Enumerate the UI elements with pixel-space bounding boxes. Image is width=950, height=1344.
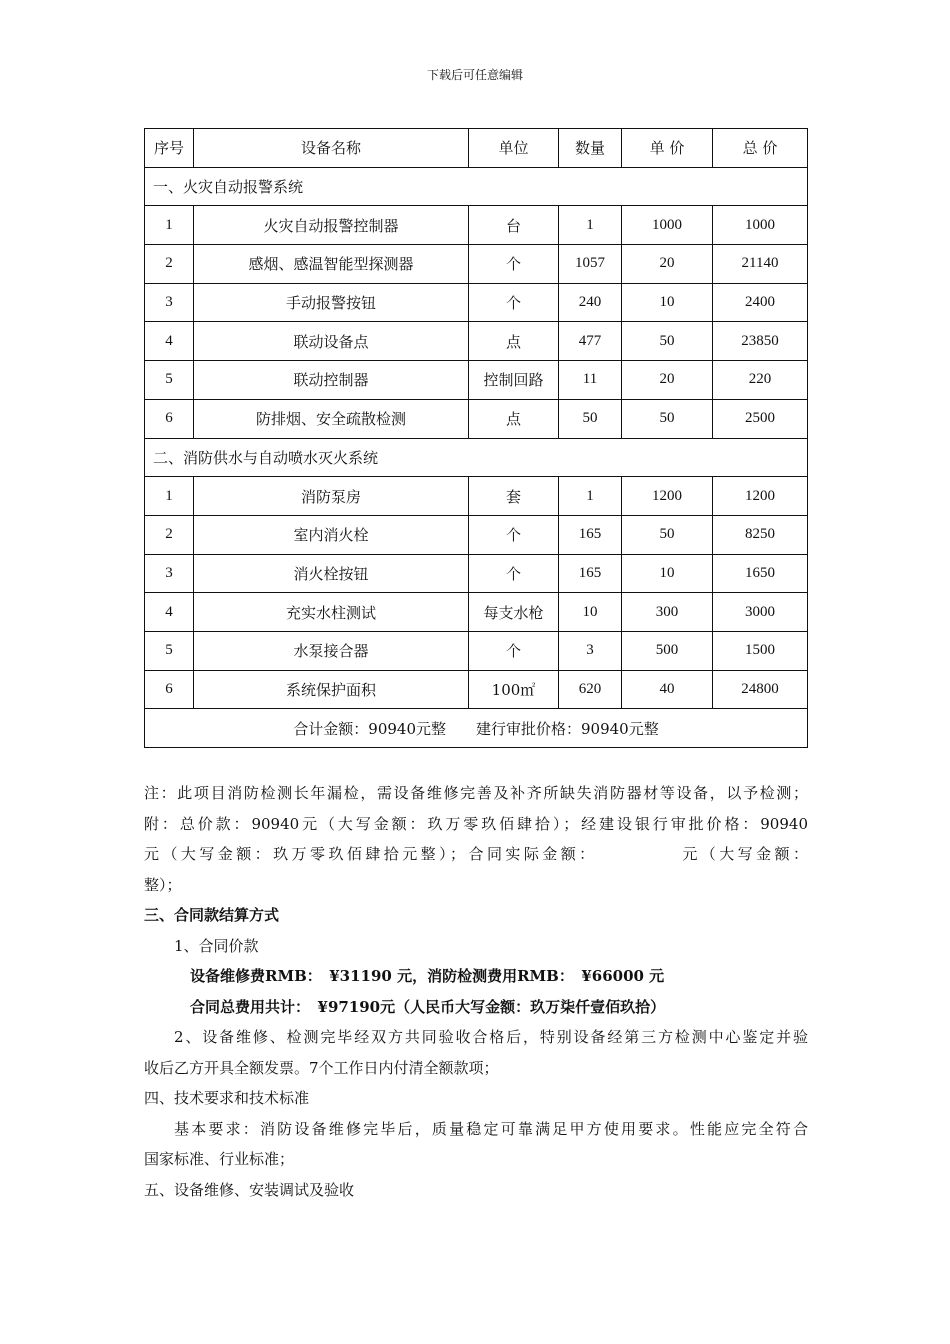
section-heading-3: 三、合同款结算方式 xyxy=(144,906,280,924)
total-price: 2400 xyxy=(713,283,808,322)
header-total: 总 价 xyxy=(713,129,808,168)
table-row xyxy=(145,399,808,438)
contract-notes xyxy=(144,778,808,1205)
unit: 每支水枪 xyxy=(469,593,559,632)
total-amount: 合计金额：90940元整 建行审批价格：90940元整 xyxy=(145,709,808,748)
table-row xyxy=(145,593,808,632)
payment-line: 收后乙方开具全额发票。7个工作日内付清全额款项； xyxy=(144,1058,499,1077)
total-price: 1650 xyxy=(713,554,808,593)
table-total-row xyxy=(145,709,808,748)
equipment-name: 水泵接合器 xyxy=(194,631,469,670)
quantity: 165 xyxy=(559,515,622,554)
row-index: 4 xyxy=(145,322,194,361)
unit-price: 50 xyxy=(622,322,713,361)
unit-price: 10 xyxy=(622,283,713,322)
total-price: 1200 xyxy=(713,477,808,516)
unit: 台 xyxy=(469,206,559,245)
row-index: 6 xyxy=(145,670,194,709)
table-row xyxy=(145,477,808,516)
unit-price: 500 xyxy=(622,631,713,670)
unit: 点 xyxy=(469,399,559,438)
row-index: 5 xyxy=(145,361,194,400)
row-index: 5 xyxy=(145,631,194,670)
quantity: 240 xyxy=(559,283,622,322)
note-line: 注：此项目消防检测长年漏检，需设备维修完善及补齐所缺失消防器材等设备，以予检测； xyxy=(144,784,808,802)
table-section-row xyxy=(145,438,808,477)
section-heading-4: 四、技术要求和技术标准 xyxy=(144,1089,310,1107)
quantity: 477 xyxy=(559,322,622,361)
unit: 100㎡ xyxy=(469,670,559,709)
unit: 个 xyxy=(469,554,559,593)
unit-price: 20 xyxy=(622,361,713,400)
unit: 套 xyxy=(469,477,559,516)
section-heading-5: 五、设备维修、安装调试及验收 xyxy=(144,1180,355,1199)
page-header: 下载后可任意编辑 xyxy=(426,68,523,82)
unit: 个 xyxy=(469,515,559,554)
unit-price: 50 xyxy=(622,515,713,554)
quantity: 3 xyxy=(559,631,622,670)
table-header-row xyxy=(145,129,808,168)
quantity: 50 xyxy=(559,399,622,438)
total-price: 220 xyxy=(713,361,808,400)
table-row xyxy=(145,631,808,670)
equipment-name: 室内消火栓 xyxy=(194,515,469,554)
row-index: 4 xyxy=(145,593,194,632)
equipment-name: 联动设备点 xyxy=(194,322,469,361)
row-index: 3 xyxy=(145,283,194,322)
row-index: 2 xyxy=(145,515,194,554)
note-line: 整）； xyxy=(144,875,182,894)
unit: 个 xyxy=(469,283,559,322)
table-row xyxy=(145,283,808,322)
total-price: 1000 xyxy=(713,206,808,245)
unit-price: 50 xyxy=(622,399,713,438)
section-title: 一、火灾自动报警系统 xyxy=(145,167,808,206)
equipment-name: 充实水柱测试 xyxy=(194,593,469,632)
quantity: 11 xyxy=(559,361,622,400)
equipment-name: 联动控制器 xyxy=(194,361,469,400)
total-price: 1500 xyxy=(713,631,808,670)
equipment-price-table xyxy=(144,128,808,748)
unit: 个 xyxy=(469,245,559,284)
header-name: 设备名称 xyxy=(194,129,469,168)
total-price: 2500 xyxy=(713,399,808,438)
unit: 个 xyxy=(469,631,559,670)
total-price: 21140 xyxy=(713,245,808,284)
equipment-name: 消防泵房 xyxy=(194,477,469,516)
unit-price: 1200 xyxy=(622,477,713,516)
table-row xyxy=(145,245,808,284)
quantity: 620 xyxy=(559,670,622,709)
unit: 点 xyxy=(469,322,559,361)
header-qty: 数量 xyxy=(559,129,622,168)
equipment-name: 手动报警按钮 xyxy=(194,283,469,322)
row-index: 1 xyxy=(145,477,194,516)
contract-price-item: 1、合同价款 xyxy=(174,936,259,955)
total-fee-line: 合同总费用共计： ¥97190元（人民币大写金额：玖万柒仟壹佰玖拾） xyxy=(190,997,666,1016)
quantity: 10 xyxy=(559,593,622,632)
header-unit-price: 单 价 xyxy=(622,129,713,168)
note-line: 元（大写金额：玖万零玖佰肆拾元整）；合同实际金额： 元（大写金额： xyxy=(144,845,808,863)
equipment-name: 感烟、感温智能型探测器 xyxy=(194,245,469,284)
table-section-row xyxy=(145,167,808,206)
header-unit: 单位 xyxy=(469,129,559,168)
equipment-name: 消火栓按钮 xyxy=(194,554,469,593)
row-index: 6 xyxy=(145,399,194,438)
row-index: 1 xyxy=(145,206,194,245)
unit-price: 300 xyxy=(622,593,713,632)
note-line: 附：总价款：90940元（大写金额：玖万零玖佰肆拾）；经建设银行审批价格：90940 xyxy=(144,814,808,833)
row-index: 2 xyxy=(145,245,194,284)
section-title: 二、消防供水与自动喷水灭火系统 xyxy=(145,438,808,477)
header-index: 序号 xyxy=(145,129,194,168)
total-price: 24800 xyxy=(713,670,808,709)
row-index: 3 xyxy=(145,554,194,593)
table-row xyxy=(145,206,808,245)
quantity: 1 xyxy=(559,477,622,516)
unit-price: 20 xyxy=(622,245,713,284)
unit: 控制回路 xyxy=(469,361,559,400)
unit-price: 40 xyxy=(622,670,713,709)
table-row xyxy=(145,554,808,593)
quantity: 1057 xyxy=(559,245,622,284)
equipment-name: 火灾自动报警控制器 xyxy=(194,206,469,245)
equipment-name: 系统保护面积 xyxy=(194,670,469,709)
table-row xyxy=(145,670,808,709)
table-row xyxy=(145,515,808,554)
table-row xyxy=(145,322,808,361)
requirement-line: 基本要求：消防设备维修完毕后，质量稳定可靠满足甲方使用要求。性能应完全符合 xyxy=(174,1119,808,1138)
total-price: 23850 xyxy=(713,322,808,361)
equipment-name: 防排烟、安全疏散检测 xyxy=(194,399,469,438)
requirement-line: 国家标准、行业标准； xyxy=(144,1150,295,1168)
total-price: 3000 xyxy=(713,593,808,632)
quantity: 165 xyxy=(559,554,622,593)
table-row xyxy=(145,361,808,400)
payment-line: 2、设备维修、检测完毕经双方共同验收合格后，特别设备经第三方检测中心鉴定并验 xyxy=(174,1028,808,1046)
total-price: 8250 xyxy=(713,515,808,554)
unit-price: 1000 xyxy=(622,206,713,245)
quantity: 1 xyxy=(559,206,622,245)
unit-price: 10 xyxy=(622,554,713,593)
fee-line: 设备维修费RMB： ¥31190 元，消防检测费用RMB： ¥66000 元 xyxy=(190,967,665,985)
